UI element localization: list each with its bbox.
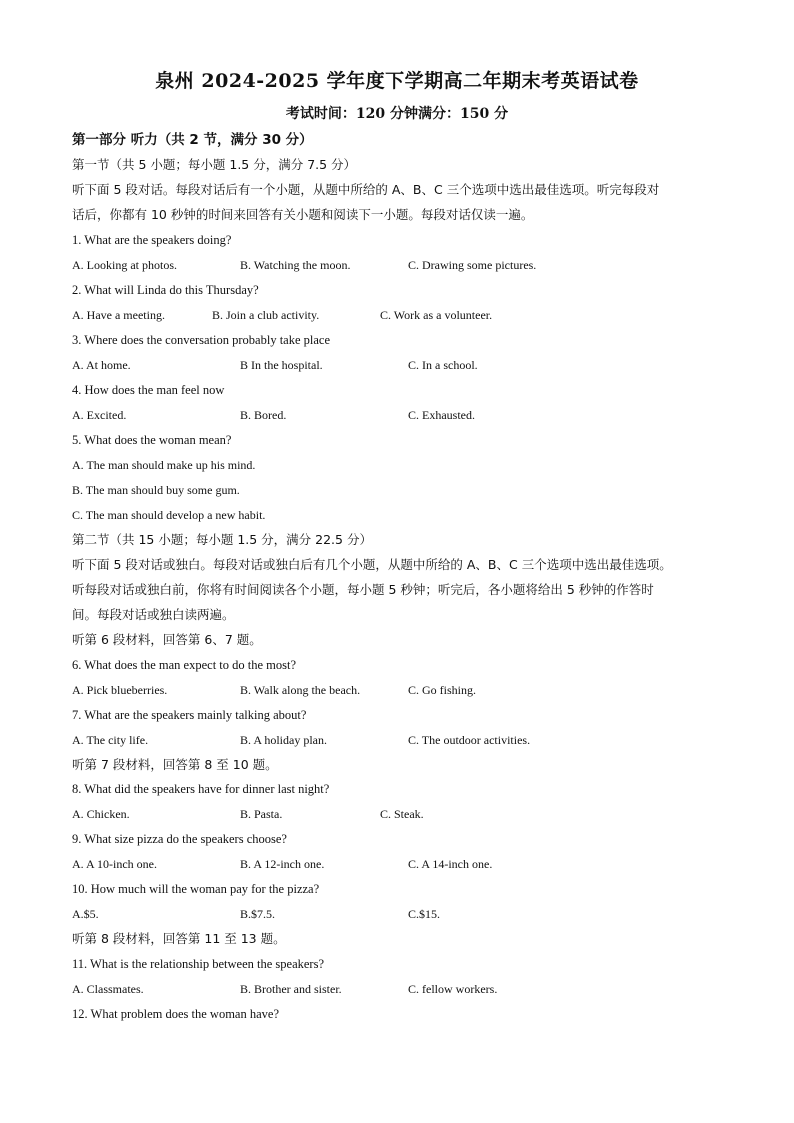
question-9-option-b: B. A 12-inch one. bbox=[240, 857, 325, 871]
section1-instruction-line-1: 听下面 5 段对话。每段对话后有一个小题，从题中所给的 A、B、C 三个选项中选出最佳选项。听完每段对 bbox=[72, 182, 660, 197]
question-4-option-a: A. Excited. bbox=[72, 408, 127, 422]
question-11-option-a: A. Classmates. bbox=[72, 982, 144, 996]
question-4-option-b: B. Bored. bbox=[240, 408, 287, 422]
question-5-option-b: B. The man should buy some gum. bbox=[72, 483, 240, 497]
part1-heading: 第一部分 听力（共 2 节，满分 30 分） bbox=[72, 132, 313, 148]
question-1-option-a: A. Looking at photos. bbox=[72, 258, 177, 272]
question-9-option-a: A. A 10-inch one. bbox=[72, 857, 157, 871]
question-7-option-a: A. The city life. bbox=[72, 733, 149, 747]
section2-instruction-line-1: 听下面 5 段对话或独白。每段对话或独白后有几个小题，从题中所给的 A、B、C 三个选项中选出最佳选项。 bbox=[72, 557, 672, 572]
question-11-option-b: B. Brother and sister. bbox=[240, 982, 342, 996]
question-6-option-a: A. Pick blueberries. bbox=[72, 683, 168, 697]
section2-heading: 第二节（共 15 小题；每小题 1.5 分，满分 22.5 分） bbox=[72, 532, 372, 547]
question-4-option-c: C. Exhausted. bbox=[408, 408, 475, 422]
question-9: 9. What size pizza do the speakers choose? bbox=[72, 832, 287, 846]
question-2-option-b: B. Join a club activity. bbox=[212, 308, 320, 322]
question-7: 7. What are the speakers mainly talking about? bbox=[72, 708, 307, 722]
question-11: 11. What is the relationship between the speakers? bbox=[72, 957, 325, 971]
question-8-option-b: B. Pasta. bbox=[240, 807, 283, 821]
question-5: 5. What does the woman mean? bbox=[72, 433, 232, 447]
question-10-option-b: B.$7.5. bbox=[240, 907, 276, 921]
question-8-option-c: C. Steak. bbox=[380, 807, 424, 821]
question-5-option-a: A. The man should make up his mind. bbox=[72, 458, 256, 472]
question-2-option-c: C. Work as a volunteer. bbox=[380, 308, 493, 322]
question-2-option-a: A. Have a meeting. bbox=[72, 308, 165, 322]
exam-title: 泉州 2024-2025 学年度下学期高二年期末考英语试卷 bbox=[155, 70, 639, 92]
material-6-instruction: 听第 6 段材料，回答第 6、7 题。 bbox=[72, 632, 262, 647]
question-6-option-b: B. Walk along the beach. bbox=[240, 683, 361, 697]
question-9-option-c: C. A 14-inch one. bbox=[408, 857, 493, 871]
question-5-option-c: C. The man should develop a new habit. bbox=[72, 508, 266, 522]
question-3-option-b: B In the hospital. bbox=[240, 358, 323, 372]
material-7-instruction: 听第 7 段材料，回答第 8 至 10 题。 bbox=[72, 757, 278, 772]
question-6-option-c: C. Go fishing. bbox=[408, 683, 477, 697]
question-10-option-c: C.$15. bbox=[408, 907, 441, 921]
section2-instruction-line-3: 间。每段对话或独白读两遍。 bbox=[72, 607, 235, 622]
question-7-option-b: B. A holiday plan. bbox=[240, 733, 327, 747]
question-1-option-c: C. Drawing some pictures. bbox=[408, 258, 537, 272]
question-3-option-c: C. In a school. bbox=[408, 358, 478, 372]
question-7-option-c: C. The outdoor activities. bbox=[408, 733, 531, 747]
question-4: 4. How does the man feel now bbox=[72, 383, 225, 397]
question-12: 12. What problem does the woman have? bbox=[72, 1007, 280, 1021]
question-8: 8. What did the speakers have for dinner last night? bbox=[72, 782, 330, 796]
question-2: 2. What will Linda do this Thursday? bbox=[72, 283, 259, 297]
question-1-option-b: B. Watching the moon. bbox=[240, 258, 351, 272]
exam-time-score: 考试时间：120 分钟满分：150 分 bbox=[285, 106, 509, 122]
question-11-option-c: C. fellow workers. bbox=[408, 982, 498, 996]
question-3: 3. Where does the conversation probably take place bbox=[72, 333, 331, 347]
section1-heading: 第一节（共 5 小题；每小题 1.5 分，满分 7.5 分） bbox=[72, 157, 357, 172]
material-8-instruction: 听第 8 段材料，回答第 11 至 13 题。 bbox=[72, 931, 286, 946]
question-6: 6. What does the man expect to do the most? bbox=[72, 658, 297, 672]
question-10: 10. How much will the woman pay for the pizza? bbox=[72, 882, 320, 896]
question-3-option-a: A. At home. bbox=[72, 358, 131, 372]
question-1: 1. What are the speakers doing? bbox=[72, 233, 232, 247]
question-10-option-a: A.$5. bbox=[72, 907, 99, 921]
section1-instruction-line-2: 话后，你都有 10 秒钟的时间来回答有关小题和阅读下一小题。每段对话仅读一遍。 bbox=[72, 207, 534, 222]
question-8-option-a: A. Chicken. bbox=[72, 807, 130, 821]
section2-instruction-line-2: 听每段对话或独白前，你将有时间阅读各个小题，每小题 5 秒钟；听完后，各小题将给出 5 秒钟的作答时 bbox=[72, 582, 654, 597]
